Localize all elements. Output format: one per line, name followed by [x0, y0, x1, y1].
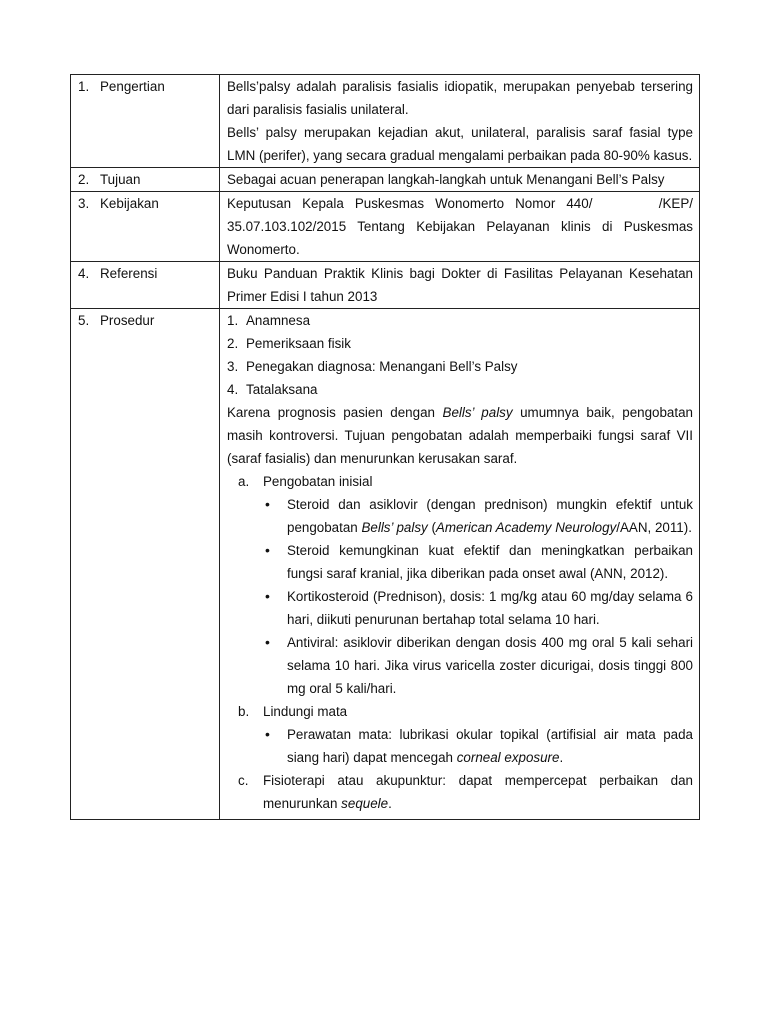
paragraph: Buku Panduan Praktik Klinis bagi Dokter di Fasilitas Pelayanan Kesehatan Primer Edisi I tahun 2013	[227, 266, 693, 304]
italic-term: sequele	[341, 796, 389, 811]
list-item	[263, 585, 693, 631]
list-item	[227, 332, 693, 355]
row-title: Prosedur	[100, 313, 155, 328]
row-number: 1.	[78, 79, 90, 94]
row-label	[71, 309, 220, 820]
row-number: 3.	[78, 196, 90, 211]
text-span: .	[559, 750, 564, 765]
list-item	[263, 631, 693, 700]
bullet-list	[263, 723, 693, 769]
sop-table	[70, 74, 700, 820]
row-content	[220, 309, 700, 820]
text-span: (	[427, 520, 436, 535]
list-item	[263, 539, 693, 585]
step-text: Pemeriksaan fisik	[246, 336, 351, 351]
table-row-pengertian	[71, 75, 700, 168]
row-label	[71, 168, 220, 192]
step-number: 2.	[227, 336, 239, 351]
treatment-list	[227, 470, 693, 815]
text-span: Antiviral: asiklovir diberikan dengan dosis 400 mg oral 5 kali sehari selama 10 hari. Jika virus varicella zoster dicurigai, dosis tinggi 800 mg oral 5 kali/hari.	[287, 635, 693, 696]
bullet-icon: •	[265, 588, 270, 604]
row-content	[220, 168, 700, 192]
row-title: Pengertian	[100, 79, 165, 94]
italic-term: American Academy Neurology	[435, 520, 617, 535]
table-row-referensi	[71, 262, 700, 309]
italic-term: Bells’ palsy	[361, 520, 428, 535]
list-item	[227, 309, 693, 332]
row-label	[71, 75, 220, 168]
row-number: 5.	[78, 313, 90, 328]
step-number: 1.	[227, 313, 239, 328]
row-number: 2.	[78, 172, 90, 187]
row-title: Tujuan	[100, 172, 141, 187]
bullet-icon: •	[265, 634, 270, 650]
text-span: Steroid kemungkinan kuat efektif dan meningkatkan perbaikan fungsi saraf kranial, jika diberikan pada onset awal (ANN, 2012).	[287, 543, 693, 581]
text-span: Karena prognosis pasien dengan	[227, 405, 443, 420]
text-span: /AAN, 2011).	[616, 520, 692, 535]
italic-term: corneal exposure	[456, 750, 560, 765]
item-letter: c.	[238, 773, 249, 788]
list-item	[227, 470, 693, 700]
list-item	[263, 493, 693, 539]
paragraph: Sebagai acuan penerapan langkah-langkah untuk Menangani Bell’s Palsy	[227, 172, 665, 187]
list-item	[263, 723, 693, 769]
list-item	[227, 700, 693, 769]
row-title: Kebijakan	[100, 196, 159, 211]
row-title: Referensi	[100, 266, 158, 281]
row-number: 4.	[78, 266, 90, 281]
text-span: Perawatan mata: lubrikasi okular topikal (artifisial air mata pada siang hari) dapat mencegah	[287, 727, 693, 765]
row-content	[220, 192, 700, 262]
paragraph: Bells’palsy adalah paralisis fasialis idiopatik, merupakan penyebab tersering dari paralisis fasialis unilateral.	[227, 79, 693, 117]
item-title: Lindungi mata	[263, 704, 348, 719]
bullet-icon: •	[265, 496, 270, 512]
text-span: umumnya baik, pengobatan masih kontroversi. Tujuan pengobatan adalah memperbaiki fungsi saraf VII (saraf fasialis) dan menurunkan kerusakan saraf.	[227, 405, 693, 466]
paragraph: Keputusan Kepala Puskesmas Wonomerto Nomor 440/ /KEP/ 35.07.103.102/2015 Tentang Kebijakan Pelayanan klinis di Puskesmas Wonomerto.	[227, 196, 697, 257]
list-item	[227, 378, 693, 401]
row-label	[71, 192, 220, 262]
bullet-icon: •	[265, 726, 270, 742]
step-text: Tatalaksana	[246, 382, 318, 397]
item-letter: a.	[238, 474, 250, 489]
bullet-list	[263, 493, 693, 700]
text-span: .	[388, 796, 392, 811]
text-span: Steroid dan asiklovir (dengan prednison) mungkin efektif untuk pengobatan	[287, 497, 693, 535]
paragraph: Bells’ palsy merupakan kejadian akut, unilateral, paralisis saraf fasial type LMN (perifer), yang secara gradual mengalami perbaikan pada 80-90% kasus.	[227, 125, 693, 163]
table-row-prosedur	[71, 309, 700, 820]
item-title: Pengobatan inisial	[263, 474, 373, 489]
tatalaksana-intro	[227, 401, 693, 470]
text-span: Kortikosteroid (Prednison), dosis: 1 mg/kg atau 60 mg/day selama 6 hari, diikuti penurunan bertahap total selama 10 hari.	[287, 589, 693, 627]
procedure-steps	[227, 309, 693, 401]
step-text: Penegakan diagnosa: Menangani Bell’s Palsy	[246, 359, 518, 374]
row-label	[71, 262, 220, 309]
italic-term: Bells’ palsy	[442, 405, 513, 420]
item-letter: b.	[238, 704, 250, 719]
step-number: 3.	[227, 359, 239, 374]
row-content	[220, 262, 700, 309]
list-item	[227, 355, 693, 378]
row-content	[220, 75, 700, 168]
table-row-tujuan	[71, 168, 700, 192]
table-row-kebijakan	[71, 192, 700, 262]
step-text: Anamnesa	[246, 313, 311, 328]
bullet-icon: •	[265, 542, 270, 558]
text-span: Fisioterapi atau akupunktur: dapat mempercepat perbaikan dan menurunkan	[263, 773, 693, 811]
step-number: 4.	[227, 382, 239, 397]
list-item	[227, 769, 693, 815]
